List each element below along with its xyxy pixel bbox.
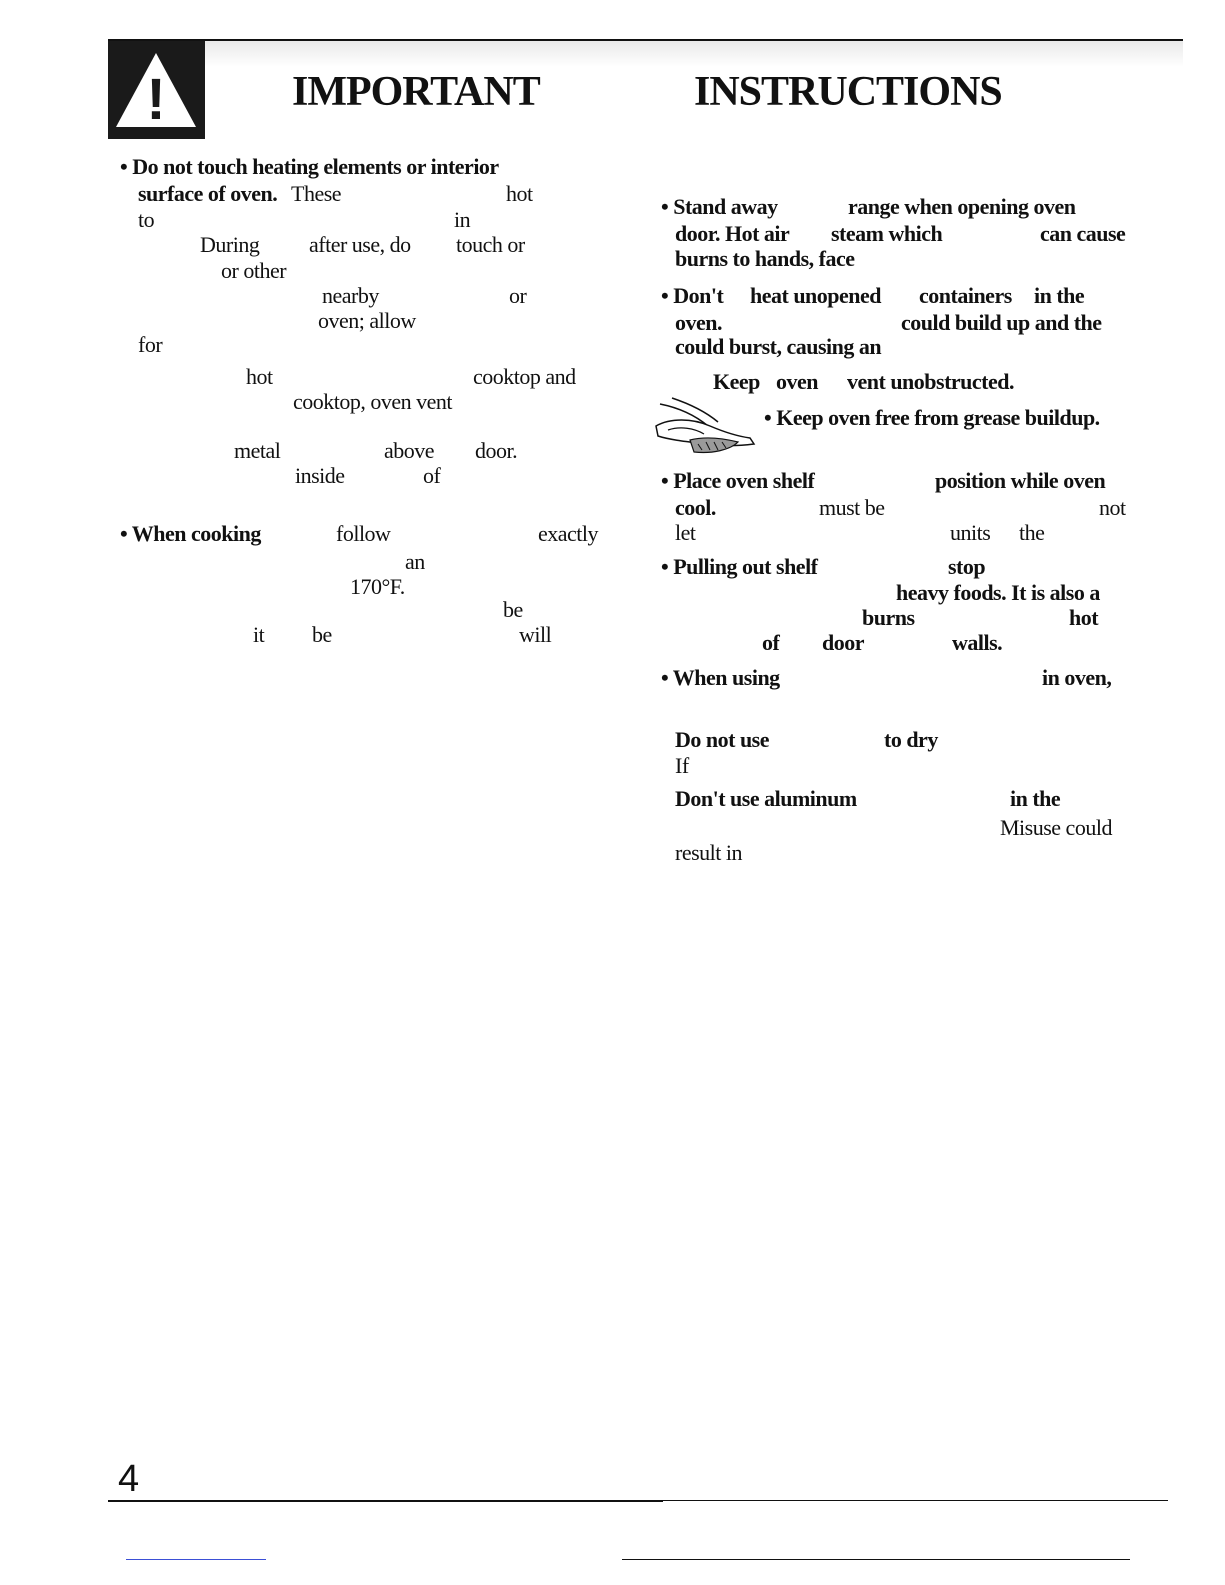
left-line-2b: These <box>291 181 342 206</box>
right-line-5a: oven. <box>675 310 722 335</box>
left-line-1: • Do not touch heating elements or interior <box>120 154 499 179</box>
left-line-9b: cooktop and <box>473 364 576 389</box>
right-line-1a: • Stand away <box>661 194 778 219</box>
right-line-2b: steam which <box>831 221 943 246</box>
right-line-2a: door. Hot air <box>675 221 790 246</box>
left-line-4a: During <box>200 232 260 257</box>
warning-badge <box>108 41 205 139</box>
left-line-17b: be <box>312 622 332 647</box>
right-line-10a: cool. <box>675 495 716 520</box>
right-line-15c: walls. <box>952 630 1003 655</box>
right-line-4b: heat unopened <box>750 283 882 308</box>
right-line-12b: stop <box>948 554 986 579</box>
right-line-11b: units <box>950 520 991 545</box>
right-line-15b: door <box>822 630 864 655</box>
right-line-10c: not <box>1099 495 1126 520</box>
right-line-10b: must be <box>819 495 885 520</box>
right-line-9b: position while oven <box>935 468 1106 493</box>
right-line-5b: could build up and the <box>901 310 1102 335</box>
left-line-4b: after use, do <box>309 232 411 257</box>
header-word-instructions: INSTRUCTIONS <box>694 69 1002 115</box>
left-line-16: be <box>503 597 523 622</box>
right-line-11c: the <box>1019 520 1045 545</box>
left-line-8: for <box>138 332 163 357</box>
right-line-6: could burst, causing an <box>675 334 882 359</box>
right-line-12a: • Pulling out shelf <box>661 554 818 579</box>
left-line-13b: follow <box>336 521 391 546</box>
left-line-2c: hot <box>506 181 533 206</box>
right-line-8: • Keep oven free from grease buildup. <box>764 405 1100 430</box>
left-line-11b: above <box>384 438 435 463</box>
right-line-11a: let <box>675 520 696 545</box>
left-line-13a: • When cooking <box>120 521 261 546</box>
left-line-12a: inside <box>295 463 345 488</box>
right-line-17a: Do not use <box>675 727 770 752</box>
right-line-7c: vent unobstructed. <box>847 369 1015 394</box>
left-line-13c: exactly <box>538 521 599 546</box>
warning-symbol: ! <box>146 67 166 132</box>
right-line-18: If <box>675 753 689 778</box>
right-line-16b: in oven, <box>1042 665 1112 690</box>
left-line-12b: of <box>423 463 441 488</box>
right-line-19b: in the <box>1010 786 1061 811</box>
right-line-7b: oven <box>776 369 818 394</box>
edge-link-right <box>622 1559 1130 1560</box>
right-line-14b: hot <box>1069 605 1099 630</box>
left-line-15: 170°F. <box>350 574 405 599</box>
header-word-important: IMPORTANT <box>292 69 540 115</box>
left-line-3a: to <box>138 207 155 232</box>
right-line-15a: of <box>762 630 780 655</box>
left-line-4c: touch or <box>456 232 525 257</box>
left-line-5: or other <box>221 258 287 283</box>
hand-with-cloth-icon <box>650 396 762 460</box>
page-number: 4 <box>118 1458 140 1500</box>
right-line-4c: containers <box>919 283 1012 308</box>
right-line-20: Misuse could <box>1000 815 1112 840</box>
left-line-17c: will <box>519 622 552 647</box>
right-line-1b: range when opening oven <box>848 194 1076 219</box>
header-band <box>205 41 1183 67</box>
edge-link-left <box>126 1559 266 1560</box>
warning-triangle-icon <box>108 41 205 139</box>
left-line-2a: surface of oven. <box>138 181 278 206</box>
right-line-2c: can cause <box>1040 221 1126 246</box>
right-line-7a: Keep <box>713 369 760 394</box>
right-line-21: result in <box>675 840 742 865</box>
bottom-rule-left <box>108 1500 663 1502</box>
left-line-17a: it <box>253 622 265 647</box>
left-line-11c: door. <box>475 438 518 463</box>
right-line-14a: burns <box>862 605 915 630</box>
bottom-rule-right <box>663 1500 1168 1501</box>
left-line-3b: in <box>454 207 471 232</box>
right-line-17b: to dry <box>884 727 938 752</box>
right-line-16a: • When using <box>661 665 780 690</box>
left-line-14: an <box>405 549 425 574</box>
right-line-13: heavy foods. It is also a <box>896 580 1100 605</box>
left-line-7: oven; allow <box>318 308 416 333</box>
left-line-9a: hot <box>246 364 273 389</box>
right-line-3: burns to hands, face <box>675 246 855 271</box>
right-line-19a: Don't use aluminum <box>675 786 857 811</box>
left-line-10: cooktop, oven vent <box>293 389 453 414</box>
right-line-4d: in the <box>1034 283 1085 308</box>
left-line-11a: metal <box>234 438 281 463</box>
left-line-6b: or <box>509 283 527 308</box>
right-line-9a: • Place oven shelf <box>661 468 815 493</box>
left-line-6a: nearby <box>322 283 379 308</box>
right-line-4a: • Don't <box>661 283 724 308</box>
